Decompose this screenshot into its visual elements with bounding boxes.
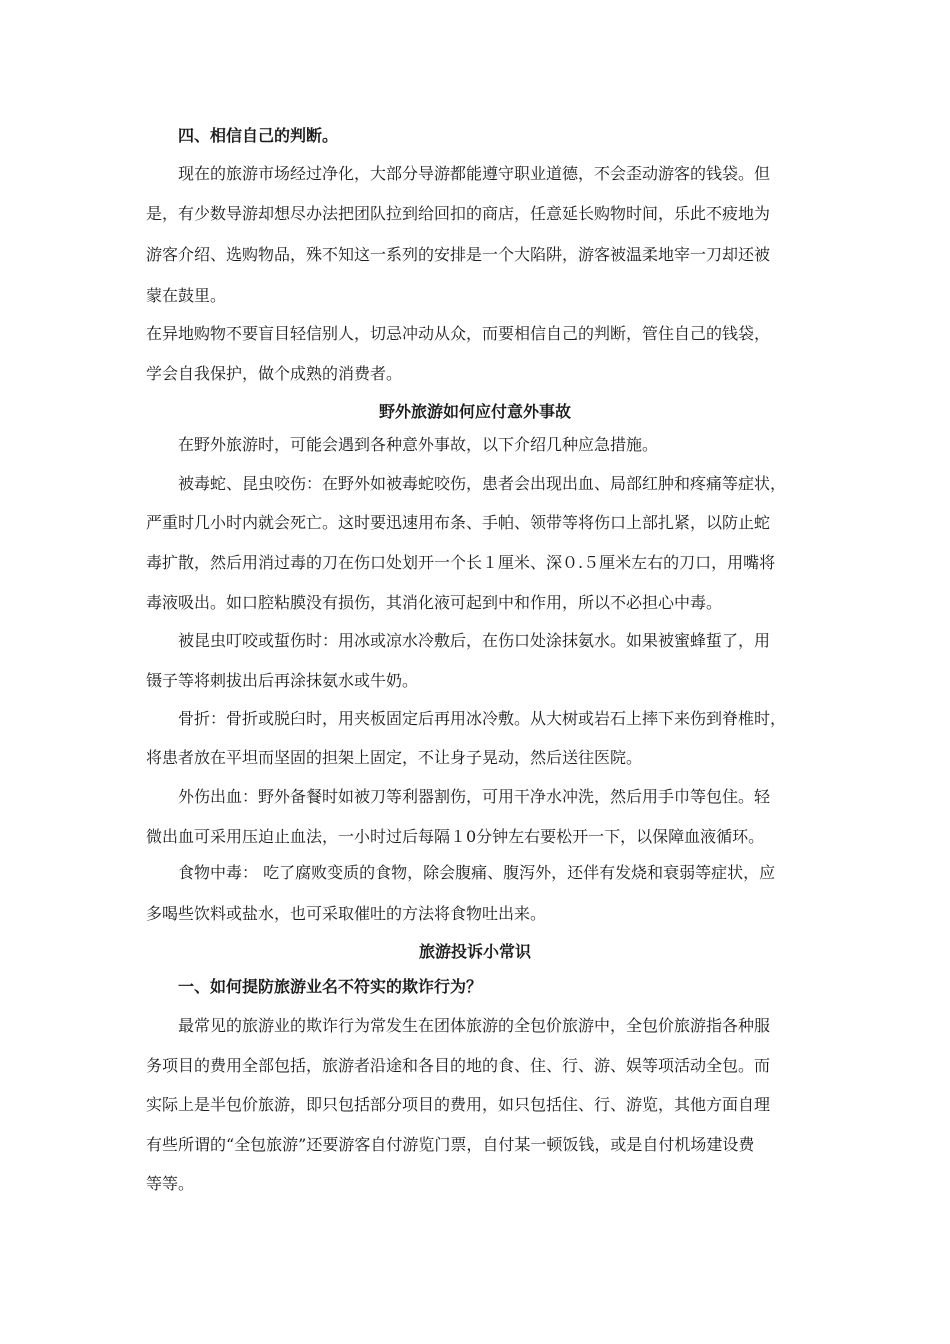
paragraph-line: 现在的旅游市场经过净化，大部分导游都能遵守职业道德，不会歪动游客的钱袋。但 [178, 164, 771, 183]
paragraph-line: 被昆虫叮咬或蜇伤时：用冰或凉水冷敷后，在伤口处涂抹氨水。如果被蜜蜂蜇了，用 [178, 631, 771, 650]
section-heading: 一、如何提防旅游业名不符实的欺诈行为？ [178, 977, 483, 996]
paragraph-line: 等等。 [146, 1174, 195, 1193]
paragraph-line: 毒液吸出。如口腔粘膜没有损伤，其消化液可起到中和作用，所以不必担心中毒。 [146, 593, 723, 612]
paragraph-line: 是，有少数导游却想尽办法把团队拉到给回扣的商店，任意延长购物时间，乐此不疲地为 [146, 204, 771, 223]
paragraph-line: 多喝些饮料或盐水，也可采取催吐的方法将食物吐出来。 [146, 904, 547, 923]
section-heading: 四、相信自己的判断。 [178, 126, 339, 145]
paragraph-line: 食物中毒： 吃了腐败变质的食物，除会腹痛、腹泻外，还伴有发烧和衰弱等症状，应 [178, 863, 776, 882]
paragraph-line: 将患者放在平坦而坚固的担架上固定，不让身子晃动，然后送往医院。 [146, 748, 643, 767]
paragraph-line: 实际上是半包价旅游，即只包括部分项目的费用，如只包括住、行、游览，其他方面自理 [146, 1095, 771, 1114]
paragraph-line: 在异地购物不要盲目轻信别人，切忌冲动从众，而要相信自己的判断，管住自己的钱袋， [146, 324, 771, 343]
paragraph-line: 在野外旅游时，可能会遇到各种意外事故，以下介绍几种应急措施。 [178, 435, 659, 454]
article-title: 野外旅游如何应付意外事故 [378, 402, 571, 421]
paragraph-line: 游客介绍、选购物品，殊不知这一系列的安排是一个大陷阱，游客被温柔地宰一刀却还被 [146, 245, 771, 264]
article-title: 旅游投诉小常识 [418, 942, 531, 961]
paragraph-line: 镊子等将刺拔出后再涂抹氨水或牛奶。 [146, 671, 419, 690]
paragraph-line: 微出血可采用压迫止血法，一小时过后每隔１0分钟左右要松开一下，以保障血液循环。 [146, 827, 765, 846]
paragraph-line: 被毒蛇、昆虫咬伤：在野外如被毒蛇咬伤，患者会出现出血、局部红肿和疼痛等症状， [178, 474, 787, 493]
paragraph-line: 有些所谓的“全包旅游”还要游客自付游览门票，自付某一顿饭钱，或是自付机场建设费 [146, 1135, 755, 1154]
paragraph-line: 外伤出血：野外备餐时如被刀等利器割伤，可用干净水冲洗，然后用手巾等包住。轻 [178, 787, 771, 806]
paragraph-line: 最常见的旅游业的欺诈行为常发生在团体旅游的全包价旅游中，全包价旅游指各种服 [178, 1016, 771, 1035]
paragraph-line: 骨折：骨折或脱臼时，用夹板固定后再用冰冷敷。从大树或岩石上摔下来伤到脊椎时， [178, 709, 787, 728]
paragraph-line: 严重时几小时内就会死亡。这时要迅速用布条、手帕、领带等将伤口上部扎紧，以防止蛇 [146, 513, 771, 532]
paragraph-line: 蒙在鼓里。 [146, 286, 227, 305]
paragraph-line: 毒扩散，然后用消过毒的刀在伤口处划开一个长１厘米、深０.５厘米左右的刀口，用嘴将 [146, 553, 776, 572]
paragraph-line: 务项目的费用全部包括，旅游者沿途和各目的地的食、住、行、游、娱等项活动全包。而 [146, 1056, 771, 1075]
paragraph-line: 学会自我保护，做个成熟的消费者。 [146, 364, 403, 383]
